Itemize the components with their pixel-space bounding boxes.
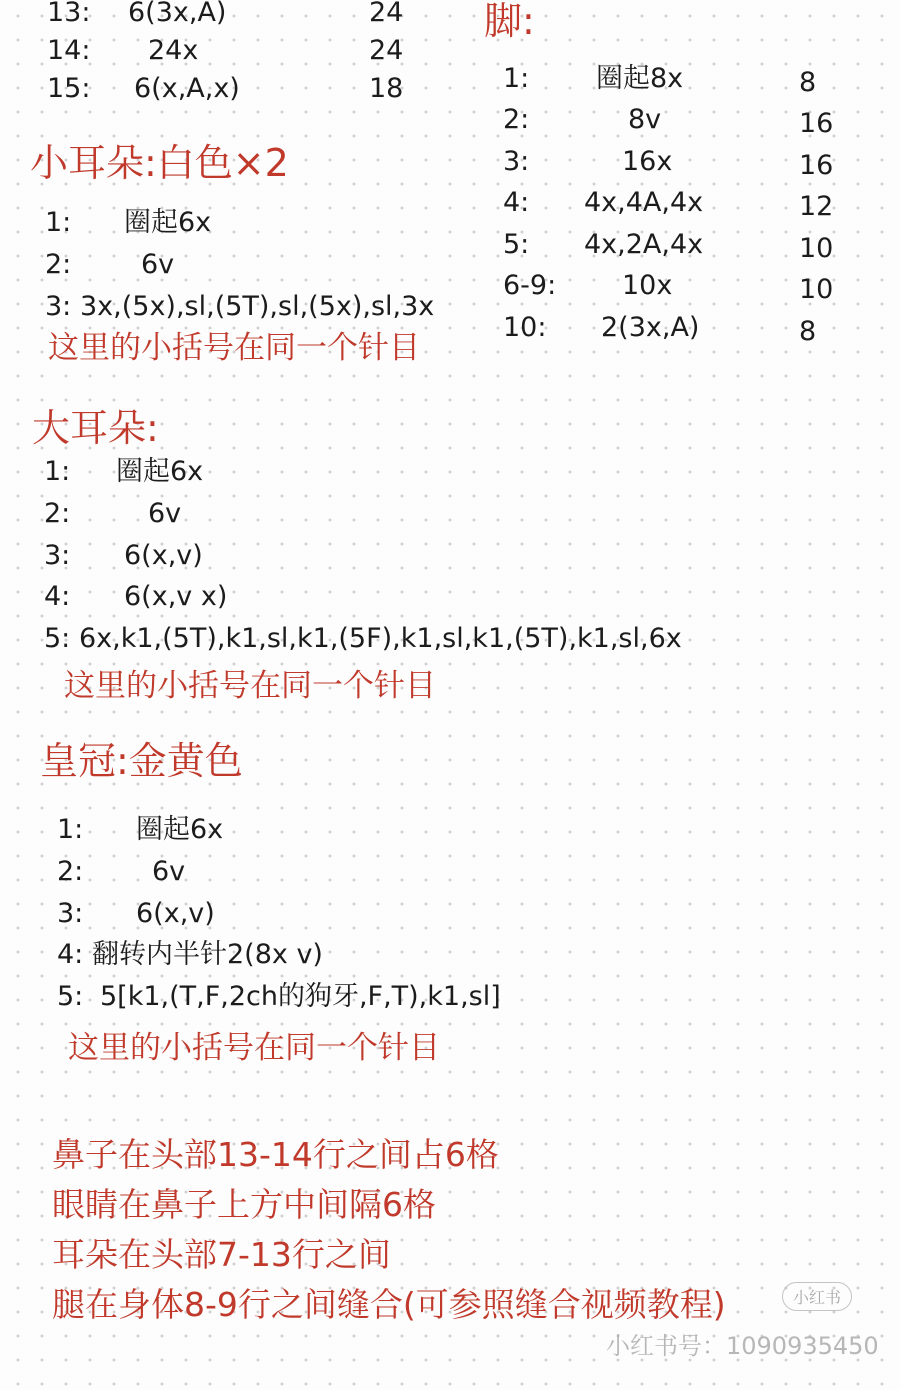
section-title: 脚: [484, 0, 535, 43]
row-count: 8 [799, 316, 817, 347]
assembly-line: 眼睛在鼻子上方中间隔6格 [52, 1185, 436, 1224]
row-pattern: 4x,2A,4x [584, 229, 704, 260]
row-pattern: 6v [148, 498, 182, 529]
section-title: 皇冠:金黄色 [40, 739, 243, 783]
row-pattern: 6v [141, 249, 175, 280]
row-pattern: 圈起6x [116, 456, 204, 487]
row-pattern: 3x,(5x),sl,(5T),sl,(5x),sl,3x [80, 291, 435, 322]
row-pattern: 2(3x,A) [601, 312, 700, 343]
row-number: 2: [57, 856, 84, 887]
row-number: 1: [57, 814, 84, 845]
assembly-line: 腿在身体8-9行之间缝合(可参照缝合视频教程) [52, 1285, 726, 1324]
row-number: 10: [503, 312, 547, 343]
row-number: 1: [503, 63, 530, 94]
row-number: 4: [503, 187, 530, 218]
row-count: 8 [799, 67, 817, 98]
row-pattern: 圈起6x [124, 207, 212, 238]
row-pattern: 翻转内半针2(8x v) [92, 939, 323, 970]
row-number: 1: [45, 207, 72, 238]
row-pattern: 8v [628, 104, 662, 135]
row-number: 3: [45, 291, 72, 322]
row-pattern: 6(x,v) [136, 898, 215, 929]
row-count: 24 [369, 0, 404, 28]
row-number: 15: [47, 73, 91, 104]
row-pattern: 圈起6x [136, 814, 224, 845]
section-title: 小耳朵:白色×2 [30, 141, 289, 185]
row-pattern: 5[k1,(T,F,2ch的狗牙,F,T),k1,sl] [100, 981, 501, 1012]
row-number: 4: [57, 939, 84, 970]
row-count: 18 [369, 73, 404, 104]
row-pattern: 6x,k1,(5T),k1,sl,k1,(5F),k1,sl,k1,(5T),k1,sl,6x [79, 623, 682, 654]
row-pattern: 6v [152, 856, 186, 887]
row-number: 3: [44, 540, 71, 571]
row-pattern: 16x [622, 146, 673, 177]
row-count: 24 [369, 35, 404, 66]
row-number: 3: [503, 146, 530, 177]
row-number: 5: [44, 623, 71, 654]
watermark-id: 小红书号：1090935450 [606, 1332, 879, 1360]
section-title: 大耳朵: [32, 406, 159, 450]
row-number: 1: [44, 456, 71, 487]
section-note: 这里的小括号在同一个针目 [64, 668, 436, 704]
row-number: 14: [47, 35, 91, 66]
assembly-line: 耳朵在头部7-13行之间 [52, 1235, 391, 1274]
section-note: 这里的小括号在同一个针目 [48, 330, 420, 366]
watermark-logo: 小红书 [782, 1282, 852, 1311]
row-pattern: 4x,4A,4x [584, 187, 704, 218]
row-pattern: 10x [622, 270, 673, 301]
row-number: 4: [44, 581, 71, 612]
row-number: 6-9: [503, 270, 557, 301]
row-pattern: 6(x,v x) [124, 581, 228, 612]
assembly-line: 鼻子在头部13-14行之间占6格 [52, 1135, 499, 1174]
row-count: 16 [799, 108, 834, 139]
row-pattern: 6(x,A,x) [134, 73, 240, 104]
row-count: 16 [799, 150, 834, 181]
row-number: 5: [57, 981, 84, 1012]
row-number: 2: [45, 249, 72, 280]
row-number: 5: [503, 229, 530, 260]
row-pattern: 6(x,v) [124, 540, 203, 571]
row-count: 12 [799, 191, 834, 222]
row-number: 13: [47, 0, 91, 28]
row-count: 10 [799, 233, 834, 264]
row-number: 2: [44, 498, 71, 529]
row-pattern: 圈起8x [596, 63, 684, 94]
row-count: 10 [799, 274, 834, 305]
row-pattern: 24x [148, 35, 199, 66]
row-number: 3: [57, 898, 84, 929]
row-pattern: 6(3x,A) [128, 0, 227, 28]
section-note: 这里的小括号在同一个针目 [68, 1030, 440, 1066]
row-number: 2: [503, 104, 530, 135]
